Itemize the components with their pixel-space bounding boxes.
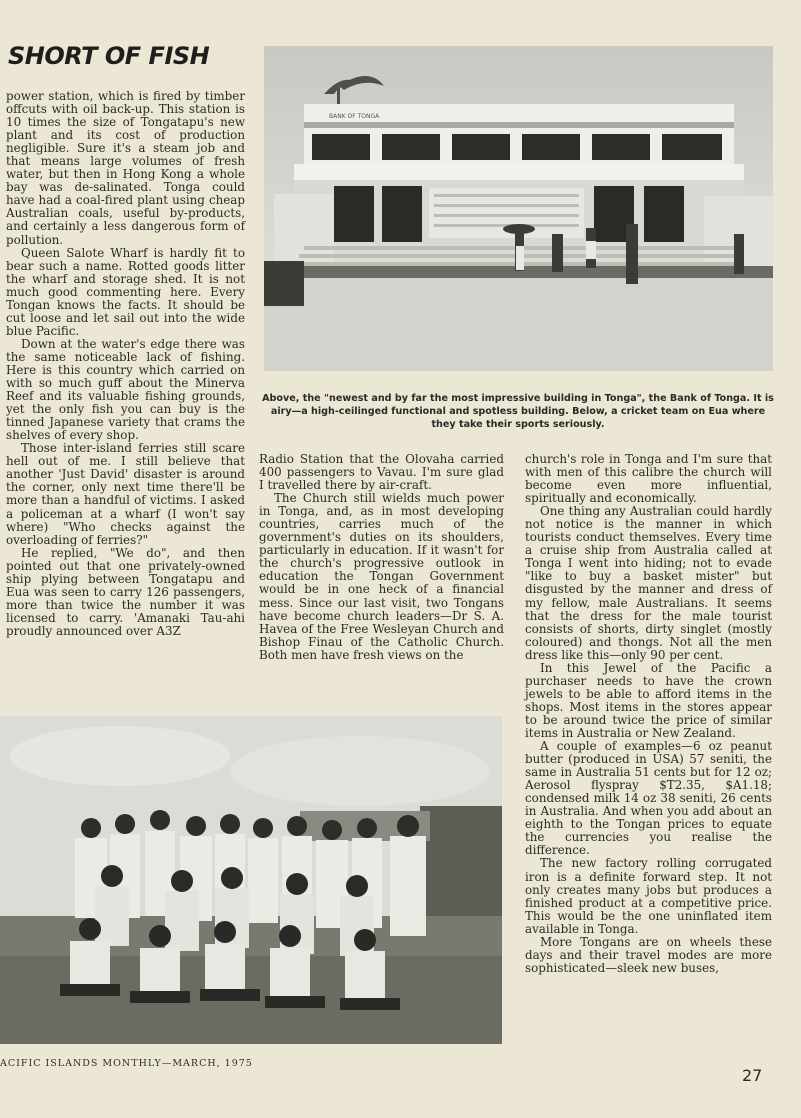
paragraph: Radio Station that the Olovaha carried 400 passengers to Vavau. I'm sure glad I travelled there by air-craft. [259, 452, 504, 493]
paragraph: One thing any Australian could hardly not notice is the manner in which tourists conduct themselves. Every time a cruise ship from Australia called at Tonga I went into hiding; not to evade "like to buy a basket mister" but disgusted by the manner and dress of my fellow, male Australians. It seems that the dress for the male tourist consists of shorts, dirty singlet (mostly coloured) and thongs. Not all the men dress like this—only 90 per cent. [525, 504, 772, 662]
paragraph: More Tongans are on wheels these days and their travel modes are more sophisticated—sleek new buses, [525, 934, 772, 975]
page-number: 27 [742, 1066, 763, 1085]
text-column-3 [525, 453, 772, 975]
text-column-2 [259, 453, 504, 662]
paragraph: Down at the water's edge there was the same noticeable lack of fishing. Here is this country which carried on with so much guff about the Minerva Reef and its valuable fishing grounds, yet the only fish you can buy is the tinned Japanese variety that crams the shelves of every shop. [6, 336, 245, 443]
bank-of-tonga-photo [264, 46, 773, 371]
paragraph: The new factory rolling corrugated iron is a definite forward step. It not only creates many jobs but produces a finished product at a competitive price. This would be the one uninflated item available in Tonga. [525, 856, 772, 936]
paragraph: He replied, "We do", and then pointed out that one privately-owned ship plying between Tongatapu and Eua was seen to carry 126 passengers, more than twice the number it was licensed to carry. 'Amanaki Tau-ahi proudly announced over A3Z [6, 545, 245, 638]
paragraph: Those inter-island ferries still scare hell out of me. I still believe that another 'Just David' disaster is around the corner, only next time there'll be more than a handful of victims. I asked a policeman at a wharf (I won't say where) "Who checks against the overloading of ferries?" [6, 441, 245, 547]
bank-sign-text: BANK OF TONGA [329, 113, 380, 120]
cricket-team-photo [0, 716, 502, 1044]
photo-caption: Above, the "newest and by far the most impressive building in Tonga", the Bank of Tonga. It is airy—a high-ceilinged functional and spotless building. Below, a cricket team on Eua where they take their sports seriously. [262, 393, 774, 430]
paragraph: A couple of examples—6 oz peanut butter (produced in USA) 57 seniti, the same in Australia 51 cents but for 12 oz; Aerosol flyspray $T2.35, $A1.18; condensed milk 14 oz 38 seniti, 26 cents in Australia. And when you add about an eighth to the Tongan prices to equate the currencies you realise the difference. [525, 739, 772, 858]
paragraph: The Church still wields much power in Tonga, and, as in most developing countries, carries much of the government's duties on its shoulders, particularly in education. If it wasn't for the church's progressive outlook in education the Tongan Government would be in one heck of a financial mess. Since our last visit, two Tongans have become church leaders—Dr S. A. Havea of the Free Wesleyan Church and Bishop Finau of the Catholic Church. Both men have fresh views on the [259, 491, 504, 662]
paragraph: church's role in Tonga and I'm sure that with men of this calibre the church will become even more influential, spiritually and economically. [525, 452, 772, 506]
paragraph: In this Jewel of the Pacific a purchaser needs to have the crown jewels to be able to afford items in the shops. Most items in the stores appear to be around twice the price of similar items in Australia or New Zealand. [525, 660, 772, 740]
paragraph: Queen Salote Wharf is hardly fit to bear such a name. Rotted goods litter the wharf and storage shed. It is not much good commenting here. Every Tongan knows the facts. It should be cut loose and let sail out into the wide blue Pacific. [6, 245, 245, 338]
article-heading: SHORT OF FISH [8, 42, 210, 70]
text-column-1 [6, 90, 245, 638]
paragraph: power station, which is fired by timber offcuts with oil back-up. This station is 10 times the size of Tongatapu's new plant and its cost of production negligible. Sure it's a steam job and that means large volumes of fresh water, but then in Hong Kong a whole bay was de-salinated. Tonga could have had a coal-fired plant using cheap Australian coals, useful by-products, and certainly a less dangerous form of pollution. [6, 89, 245, 247]
page-footer: ACIFIC ISLANDS MONTHLY—MARCH, 1975 [0, 1058, 253, 1069]
